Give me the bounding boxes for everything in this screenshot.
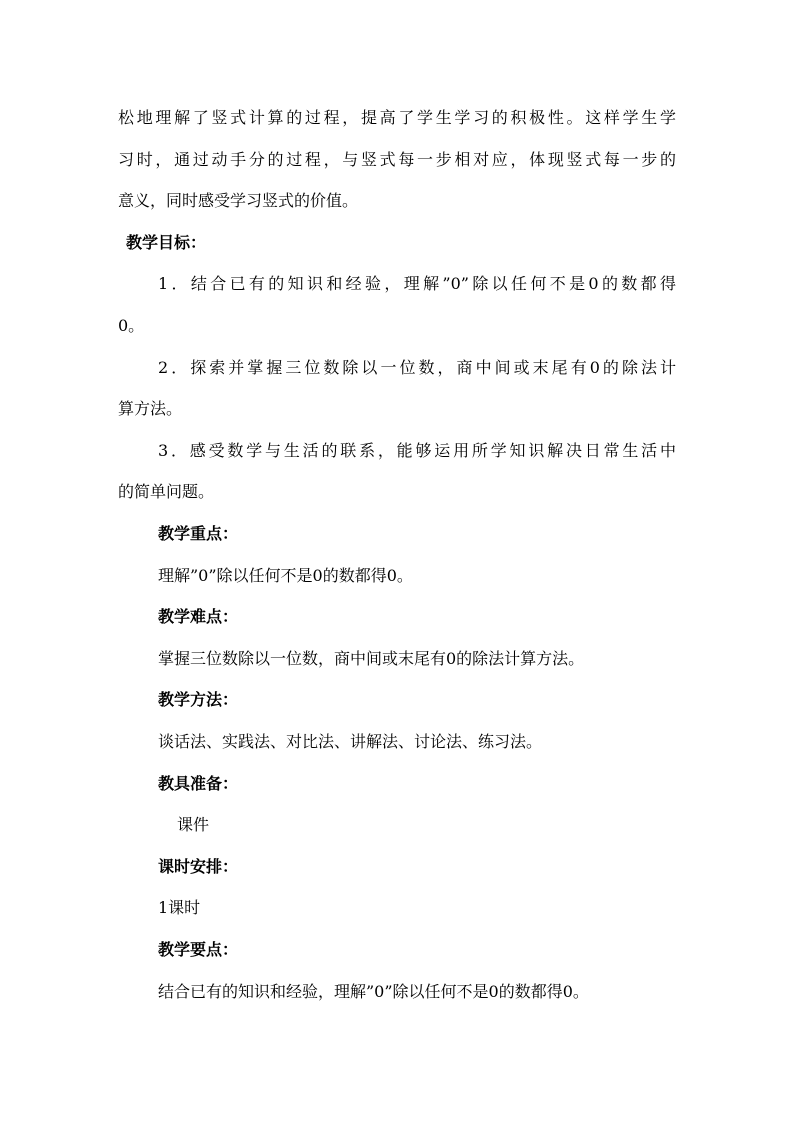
- objectives-heading: 教学目标：: [126, 233, 207, 252]
- essentials-heading: 教学要点：: [158, 940, 239, 959]
- objective-2-line-1: 2．探索并掌握三位数除以一位数，商中间或末尾有0的除法计: [158, 358, 676, 377]
- objective-2-line-2: 算方法。: [118, 399, 183, 418]
- difficulties-heading: 教学难点：: [158, 607, 239, 626]
- schedule-heading: 课时安排：: [158, 857, 239, 876]
- essentials-content: 结合已有的知识和经验，理解”0”除以任何不是0的数都得0。: [158, 982, 589, 1001]
- key-points-heading: 教学重点：: [158, 524, 239, 543]
- schedule-content: 1课时: [158, 898, 201, 917]
- methods-heading: 教学方法：: [158, 690, 239, 709]
- methods-content: 谈话法、实践法、对比法、讲解法、讨论法、练习法。: [158, 732, 543, 751]
- intro-line-2: 习时，通过动手分的过程，与竖式每一步相对应，体现竖式每一步的: [118, 150, 676, 169]
- objective-1-line-1: 1．结合已有的知识和经验，理解”0”除以任何不是0的数都得: [158, 274, 676, 293]
- tools-heading: 教具准备：: [158, 774, 239, 793]
- intro-line-3: 意义，同时感受学习竖式的价值。: [118, 191, 359, 210]
- intro-line-1: 松地理解了竖式计算的过程，提高了学生学习的积极性。这样学生学: [118, 108, 676, 127]
- key-points-content: 理解”0”除以任何不是0的数都得0。: [158, 566, 413, 585]
- objective-3-line-2: 的简单问题。: [118, 482, 215, 501]
- objective-1-line-2: 0。: [118, 316, 145, 335]
- objective-3-line-1: 3．感受数学与生活的联系，能够运用所学知识解决日常生活中: [158, 441, 676, 460]
- tools-content: 课件: [177, 815, 210, 834]
- difficulties-content: 掌握三位数除以一位数，商中间或末尾有0的除法计算方法。: [158, 649, 585, 668]
